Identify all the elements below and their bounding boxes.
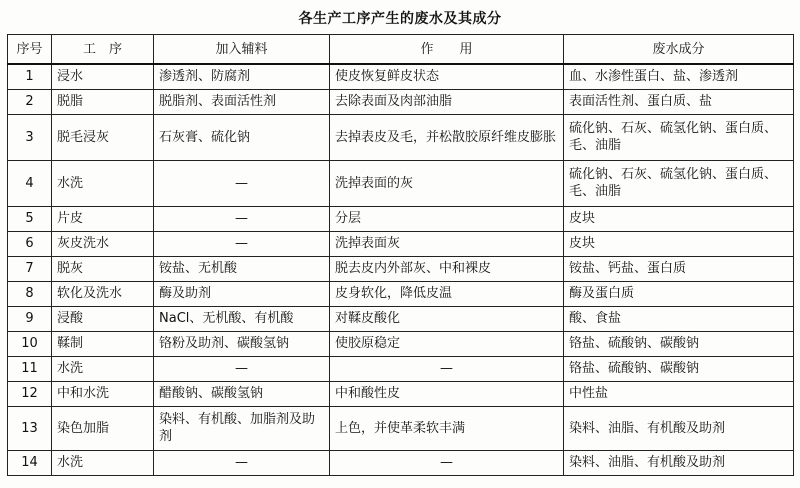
table-row [8, 89, 794, 114]
cell-step: 软化及洗水 [52, 281, 154, 306]
cell-effect: 脱去皮内外部灰、中和裸皮 [330, 256, 564, 281]
cell-no: 3 [8, 114, 52, 160]
cell-step: 灰皮洗水 [52, 231, 154, 256]
table-row [8, 114, 794, 160]
header-no: 序号 [8, 35, 52, 65]
cell-step: 水洗 [52, 356, 154, 381]
table-row [8, 306, 794, 331]
table-row [8, 64, 794, 89]
cell-step: 中和水洗 [52, 381, 154, 406]
cell-additives: — [154, 160, 330, 206]
cell-step: 脱脂 [52, 89, 154, 114]
cell-effect: 中和酸性皮 [330, 381, 564, 406]
cell-wastewater: 染料、油脂、有机酸及助剂 [564, 450, 794, 475]
cell-effect: — [330, 450, 564, 475]
cell-no: 11 [8, 356, 52, 381]
cell-wastewater: 硫化钠、石灰、硫氢化钠、蛋白质、毛、油脂 [564, 160, 794, 206]
cell-no: 7 [8, 256, 52, 281]
cell-wastewater: 铬盐、硫酸钠、碳酸钠 [564, 331, 794, 356]
header-row [8, 35, 794, 65]
cell-additives: 石灰膏、硫化钠 [154, 114, 330, 160]
cell-no: 14 [8, 450, 52, 475]
cell-no: 5 [8, 206, 52, 231]
cell-effect: 去除表面及肉部油脂 [330, 89, 564, 114]
cell-step: 染色加脂 [52, 406, 154, 450]
cell-wastewater: 表面活性剂、蛋白质、盐 [564, 89, 794, 114]
cell-additives: — [154, 206, 330, 231]
cell-step: 脱灰 [52, 256, 154, 281]
cell-wastewater: 硫化钠、石灰、硫氢化钠、蛋白质、毛、油脂 [564, 114, 794, 160]
table-row [8, 356, 794, 381]
cell-effect: 洗掉表面灰 [330, 231, 564, 256]
table-row [8, 331, 794, 356]
header-additives: 加入辅料 [154, 35, 330, 65]
header-wastewater: 废水成分 [564, 35, 794, 65]
cell-no: 13 [8, 406, 52, 450]
cell-effect: — [330, 356, 564, 381]
table-title: 各生产工序产生的废水及其成分 [298, 11, 502, 27]
cell-step: 片皮 [52, 206, 154, 231]
table-row [8, 160, 794, 206]
table-row [8, 381, 794, 406]
cell-effect: 对鞣皮酸化 [330, 306, 564, 331]
cell-effect: 使皮恢复鲜皮状态 [330, 64, 564, 89]
cell-wastewater: 染料、油脂、有机酸及助剂 [564, 406, 794, 450]
cell-additives: 醋酸钠、碳酸氢钠 [154, 381, 330, 406]
header-effect: 作 用 [330, 35, 564, 65]
cell-no: 8 [8, 281, 52, 306]
cell-step: 鞣制 [52, 331, 154, 356]
header-step: 工 序 [52, 35, 154, 65]
cell-wastewater: 酶及蛋白质 [564, 281, 794, 306]
table-row [8, 256, 794, 281]
cell-wastewater: 铵盐、钙盐、蛋白质 [564, 256, 794, 281]
cell-additives: 染料、有机酸、加脂剂及助剂 [154, 406, 330, 450]
cell-effect: 去掉表皮及毛，并松散胶原纤维皮膨胀 [330, 114, 564, 160]
cell-wastewater: 中性盐 [564, 381, 794, 406]
cell-step: 水洗 [52, 160, 154, 206]
cell-no: 1 [8, 64, 52, 89]
cell-wastewater: 酸、食盐 [564, 306, 794, 331]
cell-additives: 渗透剂、防腐剂 [154, 64, 330, 89]
cell-step: 浸酸 [52, 306, 154, 331]
table-row [8, 231, 794, 256]
cell-no: 2 [8, 89, 52, 114]
table-row [8, 206, 794, 231]
cell-additives: — [154, 356, 330, 381]
cell-no: 4 [8, 160, 52, 206]
cell-no: 10 [8, 331, 52, 356]
cell-additives: 脱脂剂、表面活性剂 [154, 89, 330, 114]
cell-additives: 铵盐、无机酸 [154, 256, 330, 281]
cell-additives: — [154, 231, 330, 256]
cell-step: 浸水 [52, 64, 154, 89]
table-row [8, 406, 794, 450]
cell-effect: 洗掉表面的灰 [330, 160, 564, 206]
cell-effect: 使胶原稳定 [330, 331, 564, 356]
cell-additives: — [154, 450, 330, 475]
cell-additives: 铬粉及助剂、碳酸氢钠 [154, 331, 330, 356]
table-row [8, 281, 794, 306]
cell-step: 脱毛浸灰 [52, 114, 154, 160]
cell-additives: 酶及助剂 [154, 281, 330, 306]
wastewater-table [7, 34, 794, 476]
cell-additives: NaCl、无机酸、有机酸 [154, 306, 330, 331]
cell-wastewater: 皮块 [564, 206, 794, 231]
cell-step: 水洗 [52, 450, 154, 475]
cell-effect: 皮身软化，降低皮温 [330, 281, 564, 306]
cell-effect: 上色，并使革柔软丰满 [330, 406, 564, 450]
cell-no: 12 [8, 381, 52, 406]
cell-wastewater: 铬盐、硫酸钠、碳酸钠 [564, 356, 794, 381]
cell-wastewater: 皮块 [564, 231, 794, 256]
cell-no: 6 [8, 231, 52, 256]
cell-effect: 分层 [330, 206, 564, 231]
table-row [8, 450, 794, 475]
cell-no: 9 [8, 306, 52, 331]
cell-wastewater: 血、水渗性蛋白、盐、渗透剂 [564, 64, 794, 89]
